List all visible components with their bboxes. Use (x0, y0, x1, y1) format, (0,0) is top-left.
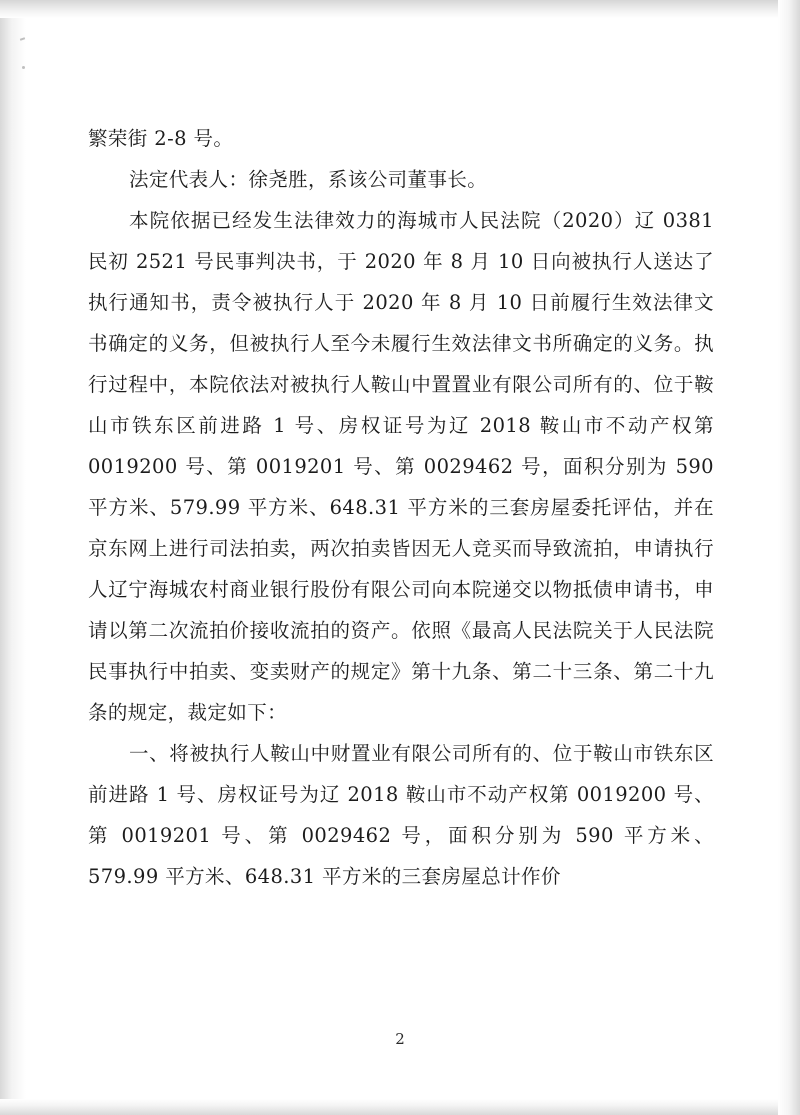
scan-edge-top (0, 0, 800, 18)
document-body (88, 118, 714, 897)
paragraph-case-body: 本院依据已经发生法律效力的海城市人民法院（2020）辽 0381 民初 2521 号民事判决书，于 2020 年 8 月 10 日向被执行人送达了执行通知书，责令被执行人于 2020 年 8 月 10 日前履行生效法律文书确定的义务，但被执行人至今未履行生效法律文书所确定的义务。执行过程中，本院依法对被执行人鞍山中置置业有限公司所有的、位于鞍山市铁东区前进路 1 号、房权证号为辽 2018 鞍山市不动产权第 0019200 号、第 0019201 号、第 0029462 号，面积分别为 590 平方米、579.99 平方米、648.31 平方米的三套房屋委托评估，并在京东网上进行司法拍卖，两次拍卖皆因无人竞买而导致流拍，申请执行人辽宁海城农村商业银行股份有限公司向本院递交以物抵债申请书，申请以第二次流拍价接收流拍的资产。依照《最高人民法院关于人民法院民事执行中拍卖、变卖财产的规定》第十九条、第二十三条、第二十九条的规定，裁定如下： (88, 209, 714, 724)
paragraph-address-tail: 繁荣街 2-8 号。 (88, 127, 234, 150)
page-number: 2 (395, 1030, 405, 1048)
paragraph-legal-representative: 法定代表人：徐尧胜，系该公司董事长。 (128, 168, 488, 191)
scan-artifact-speck (22, 66, 25, 69)
scan-edge-bottom (0, 1099, 800, 1115)
scan-artifact-speck (20, 37, 25, 41)
paragraph-ruling-item-one: 一、将被执行人鞍山中财置业有限公司所有的、位于鞍山市铁东区前进路 1 号、房权证号为辽 2018 鞍山市不动产权第 0019200 号、第 0019201 号、第 0029462 号，面积分别为 590 平方米、579.99 平方米、648.31 平方米的三套房屋总计作价 (88, 742, 714, 888)
